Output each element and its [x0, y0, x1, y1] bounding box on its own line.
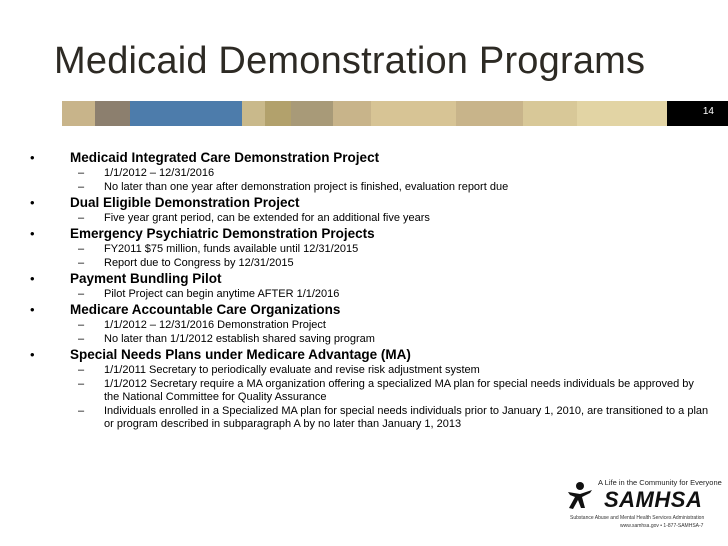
sub-marker: – — [78, 405, 85, 417]
sub-text: Individuals enrolled in a Specialized MA plan for special needs individuals prior to January 1, 2010, are transitioned to a plan or program described in subparagraph A by no later than January 1, 2013 — [104, 405, 709, 430]
bullet-heading: Payment Bundling Pilot — [70, 271, 222, 286]
band-segment — [95, 101, 130, 126]
sub-item — [70, 181, 710, 194]
bullet-heading: Dual Eligible Demonstration Project — [70, 195, 300, 210]
band-segment — [265, 101, 291, 126]
sub-marker: – — [78, 333, 85, 345]
band-segment — [0, 101, 62, 126]
sub-item — [70, 288, 710, 301]
sub-list — [70, 167, 710, 194]
color-band — [0, 101, 728, 126]
bullet-marker: • — [30, 226, 35, 241]
logo-contact: www.samhsa.gov • 1-877-SAMHSA-7 — [620, 523, 704, 529]
sub-marker: – — [78, 378, 85, 390]
sub-list — [70, 288, 710, 301]
sub-text: Five year grant period, can be extended for an additional five years — [104, 212, 430, 224]
sub-text: 1/1/2012 Secretary require a MA organization offering a specialized MA plan for special needs individuals be approved by the National Committee for Quality Assurance — [104, 378, 694, 403]
bullet-marker: • — [30, 302, 35, 317]
bullet-list — [30, 150, 710, 432]
sub-list — [70, 243, 710, 270]
slide-title: Medicaid Demonstration Programs — [54, 40, 646, 82]
sub-item — [70, 167, 710, 180]
sub-text: Pilot Project can begin anytime AFTER 1/1/2016 — [104, 288, 340, 300]
sub-item — [70, 333, 710, 346]
bullet-marker: • — [30, 347, 35, 362]
band-segment — [456, 101, 523, 126]
bullet-item — [30, 195, 710, 225]
band-segment — [291, 101, 333, 126]
bullet-item — [30, 226, 710, 270]
logo-agency: Substance Abuse and Mental Health Services Administration — [570, 515, 705, 521]
sub-list — [70, 212, 710, 225]
band-segment — [523, 101, 577, 126]
bullet-marker: • — [30, 271, 35, 286]
sub-text: No later than 1/1/2012 establish shared saving program — [104, 333, 375, 345]
band-segment — [130, 101, 242, 126]
samhsa-logo — [556, 478, 722, 538]
sub-list — [70, 319, 710, 346]
bullet-item — [30, 302, 710, 346]
bullet-marker: • — [30, 150, 35, 165]
sub-marker: – — [78, 243, 85, 255]
person-figure-icon — [560, 480, 600, 516]
bullet-item — [30, 271, 710, 301]
band-segment — [62, 101, 95, 126]
sub-marker: – — [78, 364, 85, 376]
sub-text: 1/1/2011 Secretary to periodically evaluate and revise risk adjustment system — [104, 364, 480, 376]
band-segment — [333, 101, 371, 126]
bullet-heading: Special Needs Plans under Medicare Advantage (MA) — [70, 347, 411, 362]
sub-item — [70, 364, 710, 377]
band-segment — [667, 101, 728, 126]
sub-text: No later than one year after demonstration project is finished, evaluation report due — [104, 181, 509, 193]
sub-item — [70, 257, 710, 270]
bullet-item — [30, 150, 710, 194]
sub-item — [70, 212, 710, 225]
sub-marker: – — [78, 288, 85, 300]
band-segment — [242, 101, 265, 126]
bullet-item — [30, 347, 710, 431]
bullet-heading: Medicaid Integrated Care Demonstration Project — [70, 150, 380, 165]
logo-tagline: A Life in the Community for Everyone — [598, 478, 722, 487]
slide-number: 14 — [702, 106, 714, 117]
sub-text: 1/1/2012 – 12/31/2016 — [104, 167, 215, 179]
sub-list — [70, 364, 710, 431]
band-segment — [371, 101, 456, 126]
sub-text: Report due to Congress by 12/31/2015 — [104, 257, 294, 269]
sub-text: FY2011 $75 million, funds available until 12/31/2015 — [104, 243, 359, 255]
sub-item — [70, 378, 710, 404]
bullet-marker: • — [30, 195, 35, 210]
sub-marker: – — [78, 212, 85, 224]
bullet-heading: Medicare Accountable Care Organizations — [70, 302, 341, 317]
logo-name: SAMHSA — [604, 487, 703, 512]
sub-marker: – — [78, 181, 85, 193]
bullet-heading: Emergency Psychiatric Demonstration Projects — [70, 226, 375, 241]
sub-item — [70, 319, 710, 332]
band-segment — [577, 101, 667, 126]
sub-marker: – — [78, 257, 85, 269]
sub-text: 1/1/2012 – 12/31/2016 Demonstration Project — [104, 319, 326, 331]
sub-item — [70, 405, 710, 431]
sub-marker: – — [78, 167, 85, 179]
sub-marker: – — [78, 319, 85, 331]
sub-item — [70, 243, 710, 256]
